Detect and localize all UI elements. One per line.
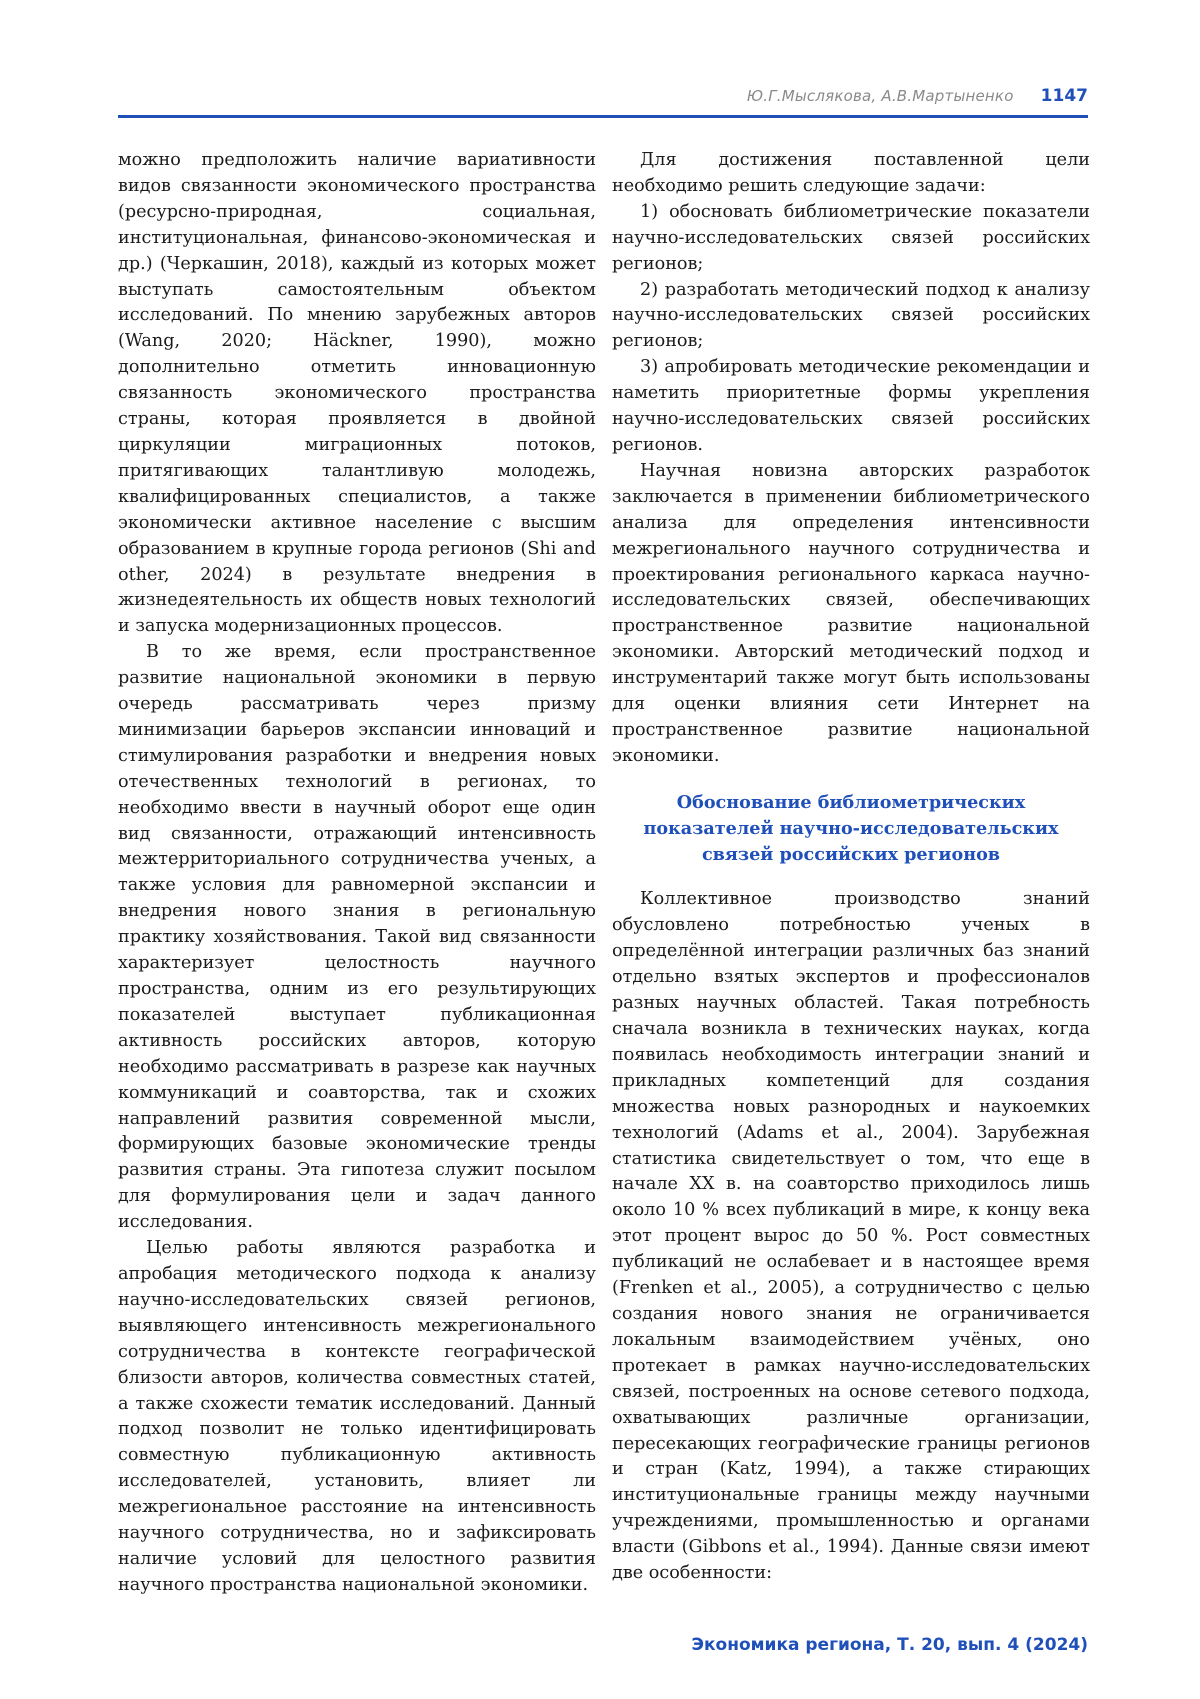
paragraph-tasks-intro: Для достижения поставленной цели необходимо решить следующие задачи: xyxy=(612,150,1090,196)
journal-footer: Экономика региона, Т. 20, вып. 4 (2024) xyxy=(691,1635,1088,1655)
task-item-1: 1) обосновать библиометрические показатели научно-исследовательских связей российских регионов; xyxy=(612,201,1090,274)
header-authors: Ю.Г.Мыслякова, А.В.Мартыненко xyxy=(746,87,1014,105)
task-item-3: 3) апробировать методические рекомендации и наметить приоритетные формы укрепления научно-исследовательских связей российских регионов. xyxy=(612,357,1090,455)
left-column xyxy=(118,148,596,1599)
right-column xyxy=(612,148,1090,1587)
paragraph-spatial-development: В то же время, если пространственное развитие национальной экономики в первую очередь рассматривать через призму минимизации барьеров экспансии инноваций и стимулирования разработки и внедрения новых отечественных технологий в регионах, то необходимо ввести в научный оборот еще один вид связанности, отражающий интенсивность межтерриториального сотрудничества ученых, а также условия для равномерной экспансии и внедрения нового знания в региональную практику хозяйствования. Такой вид связанности характеризует целостность научного пространства, одним из его результирующих показателей выступает публикационная активность российских авторов, которую необходимо рассматривать в разрезе как научных коммуникаций и соавторства, так и схожих направлений развития современной мысли, формирующих базовые экономические тренды развития страны. Эта гипотеза служит посылом для формулирования цели и задач данного исследования. xyxy=(118,642,596,1233)
paragraph-research-goal: Целью работы являются разработка и апробация методического подхода к анализу научно-исследовательских связей регионов, выявляющего интенсивность межрегионального сотрудничества в контексте географической близости авторов, количества совместных статей, а также схожести тематик исследований. Данный подход позволит не только идентифицировать совместную публикационную активность исследователей, установить, влияет ли межрегиональное расстояние на интенсивность научного сотрудничества, но и зафиксировать наличие условий для целостного развития научного пространства национальной экономики. xyxy=(118,1238,596,1595)
running-header xyxy=(118,86,1088,112)
header-divider xyxy=(118,115,1088,118)
paragraph-collective-knowledge: Коллективное производство знаний обусловлено потребностью ученых в определённой интеграции различных баз знаний отдельно взятых экспертов и профессионалов разных научных областей. Такая потребность сначала возникла в технических науках, когда появилась необходимость интеграции знаний и прикладных компетенций для создания множества новых разнородных и наукоемких технологий (Adams et al., 2004). Зарубежная статистика свидетельствует о том, что еще в начале XX в. на соавторство приходилось лишь около 10 % всех публикаций в мире, к концу века этот процент вырос до 50 %. Рост совместных публикаций не ослабевает и в настоящее время (Frenken et al., 2005), а сотрудничество с целью создания нового знания не ограничивается локальным взаимодействием учёных, оно протекает в рамках научно-исследовательских связей, построенных на основе сетевого подхода, охватывающих различные организации, пересекающих географические границы регионов и стран (Katz, 1994), а также стирающих институциональные границы между научными учреждениями, промышленностью и органами власти (Gibbons et al., 1994). Данные связи имеют две особенности: xyxy=(612,889,1090,1584)
paragraph-continuation: можно предположить наличие вариативности видов связанности экономического пространства (ресурсно-природная, социальная, институциональная, финансово-экономическая и др.) (Черкашин, 2018), каждый из которых может выступать самостоятельным объектом исследований. По мнению зарубежных авторов (Wang, 2020; Häckner, 1990), можно дополнительно отметить инновационную связанность экономического пространства страны, которая проявляется в двойной циркуляции миграционных потоков, притягивающих талантливую молодежь, квалифицированных специалистов, а также экономически активное население с высшим образованием в крупные города регионов (Shi and other, 2024) в результате внедрения в жизнедеятельность их обществ новых технологий и запуска модернизационных процессов. xyxy=(118,150,596,637)
task-item-2: 2) разработать методический подход к анализу научно-исследовательских связей российских регионов; xyxy=(612,279,1090,352)
paragraph-novelty: Научная новизна авторских разработок заключается в применении библиометрического анализа для определения интенсивности межрегионального научного сотрудничества и проектирования регионального каркаса научно-исследовательских связей, обеспечивающих пространственное развитие национальной экономики. Авторский методический подход и инструментарий также могут быть использованы для оценки влияния сети Интернет на пространственное развитие национальной экономики. xyxy=(612,460,1090,766)
page-number: 1147 xyxy=(1040,86,1088,106)
section-heading: Обоснование библиометрических показателей научно-исследовательских связей российских регионов xyxy=(643,791,1059,865)
